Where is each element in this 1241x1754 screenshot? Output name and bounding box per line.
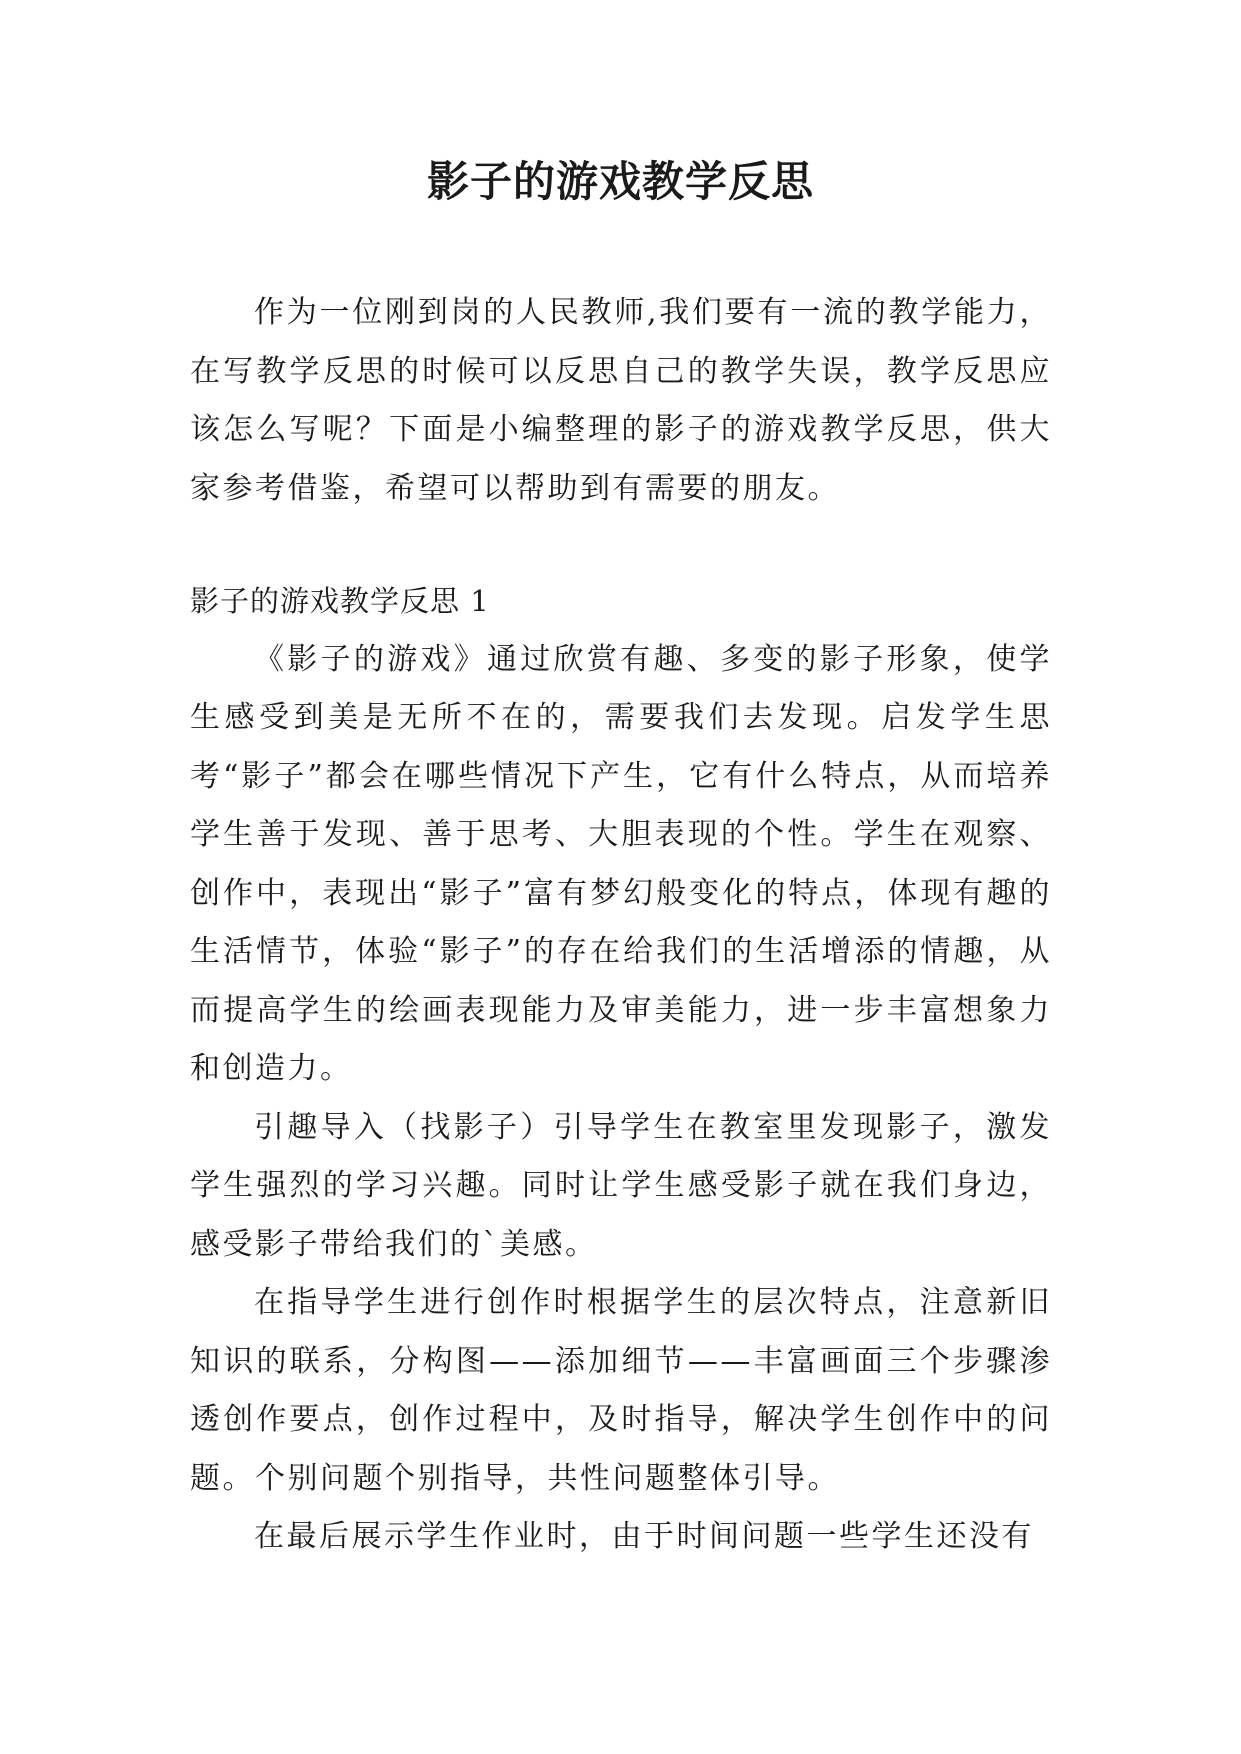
body-paragraph-3: 在指导学生进行创作时根据学生的层次特点，注意新旧知识的联系，分构图——添加细节——丰富画面三个步骤渗透创作要点，创作过程中，及时指导，解决学生创作中的问题。个别问题个别指导，共性问题整体引导。 bbox=[190, 1285, 1052, 1496]
body-paragraph-1: 《影子的游戏》通过欣赏有趣、多变的影子形象，使学生感受到美是无所不在的，需要我们去发现。启发学生思考“影子”都会在哪些情况下产生，它有什么特点，从而培养学生善于发现、善于思考、大胆表现的个性。学生在观察、创作中，表现出“影子”富有梦幻般变化的特点，体现有趣的生活情节，体验“影子”的存在给我们的生活增添的情趣，从而提高学生的绘画表现能力及审美能力，进一步丰富想象力和创造力。 bbox=[190, 641, 1052, 1086]
section-heading: 影子的游戏教学反思 1 bbox=[190, 584, 490, 618]
document-body bbox=[190, 284, 1052, 1567]
body-paragraph-4: 在最后展示学生作业时，由于时间问题一些学生还没有 bbox=[254, 1519, 1034, 1554]
body-paragraph-2: 引趣导入（找影子）引导学生在教室里发现影子，激发学生强烈的学习兴趣。同时让学生感受影子就在我们身边，感受影子带给我们的`美感。 bbox=[190, 1109, 1052, 1262]
page-title: 影子的游戏教学反思 bbox=[426, 157, 814, 206]
intro-paragraph: 作为一位刚到岗的人民教师,我们要有一流的教学能力，在写教学反思的时候可以反思自己的教学失误，教学反思应该怎么写呢？下面是小编整理的影子的游戏教学反思，供大家参考借鉴，希望可以帮助到有需要的朋友。 bbox=[190, 295, 1052, 506]
